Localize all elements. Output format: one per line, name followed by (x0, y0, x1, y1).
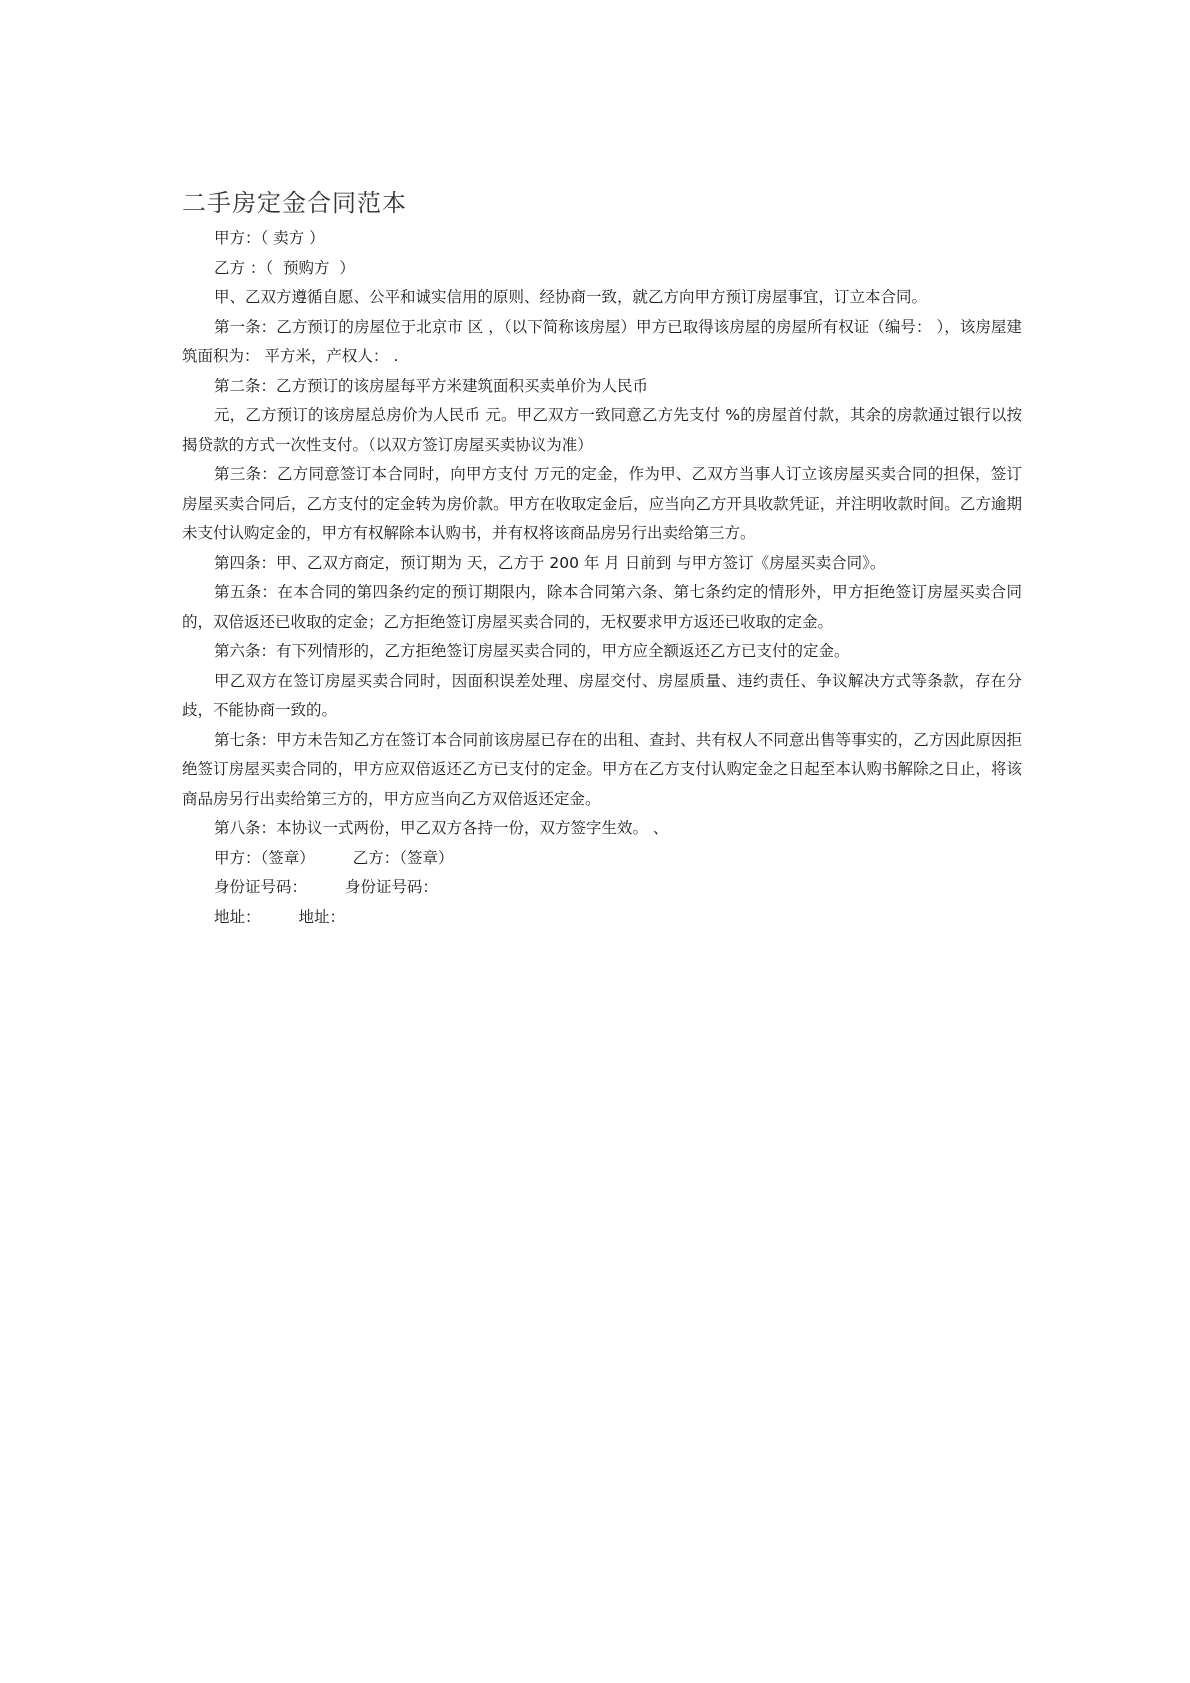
article-1: 第一条：乙方预订的房屋位于北京市 区 ，（以下简称该房屋）甲方已取得该房屋的房屋所有权证（编号： ），该房屋建筑面积为： 平方米，产权人： . (182, 317, 1022, 365)
article-6-detail: 甲乙双方在签订房屋买卖合同时，因面积误差处理、房屋交付、房屋质量、违约责任、争议解决方式等条款，存在分歧，不能协商一致的。 (182, 671, 1022, 719)
party-b-address-label: 地址： (298, 907, 346, 926)
article-6: 第六条：有下列情形的，乙方拒绝签订房屋买卖合同的，甲方应全额返还乙方已支付的定金。 (214, 642, 850, 660)
party-a-line: 甲方：（ 卖方 ） (214, 229, 325, 247)
article-7: 第七条：甲方未告知乙方在签订本合同前该房屋已存在的出租、查封、共有权人不同意出售等事实的，乙方因此原因拒绝签订房屋买卖合同的，甲方应双倍返还乙方已支付的定金。甲方在乙方支付认购定金之日起至本认购书解除之日止，将该商品房另行出卖给第三方的，甲方应当向乙方双倍返还定金。 (182, 730, 1022, 808)
party-b-seal: 乙方：（签章） (352, 848, 454, 867)
id-number-row (182, 873, 1022, 903)
address-row (182, 903, 1022, 933)
intro-paragraph: 甲、乙双方遵循自愿、公平和诚实信用的原则、经协商一致，就乙方向甲方预订房屋事宜，订立本合同。 (214, 288, 928, 306)
contract-document (182, 188, 1022, 932)
party-b-line: 乙方 ：（ 预购方 ） (214, 258, 355, 277)
document-title: 二手房定金合同范本 (182, 189, 407, 217)
article-8: 第八条：本协议一式两份，甲乙双方各持一份，双方签字生效。 、 (214, 819, 669, 837)
party-a-seal: 甲方：（签章） (214, 848, 315, 867)
article-5: 第五条：在本合同的第四条约定的预订期限内，除本合同第六条、第七条约定的情形外，甲方拒绝签订房屋买卖合同的，双倍返还已收取的定金；乙方拒绝签订房屋买卖合同的，无权要求甲方返还已收取的定金。 (182, 583, 1022, 631)
article-2-continuation: 元，乙方预订的该房屋总房价为人民币 元。甲乙双方一致同意乙方先支付 %的房屋首付款，其余的房款通过银行以按揭贷款的方式一次性支付。（以双方签订房屋买卖协议为准） (182, 406, 1022, 454)
party-a-address-label: 地址： (214, 907, 261, 926)
article-2-first-line: 第二条：乙方预订的该房屋每平方米建筑面积买卖单价为人民币 (214, 376, 649, 395)
party-a-id-label: 身份证号码： (214, 878, 308, 896)
article-4: 第四条：甲、乙双方商定，预订期为 天，乙方于 200 年 月 日前到 与甲方签订《房屋买卖合同》。 (214, 553, 886, 572)
signature-seal-row (182, 844, 1022, 874)
article-3: 第三条：乙方同意签订本合同时，向甲方支付 万元的定金，作为甲、乙双方当事人订立该房屋买卖合同的担保，签订房屋买卖合同后，乙方支付的定金转为房价款。甲方在收取定金后，应当向乙方开具收款凭证，并注明收款时间。乙方逾期未支付认购定金的，甲方有权解除本认购书，并有权将该商品房另行出卖给第三方。 (182, 465, 1022, 542)
party-b-id-label: 身份证号码： (345, 878, 439, 896)
